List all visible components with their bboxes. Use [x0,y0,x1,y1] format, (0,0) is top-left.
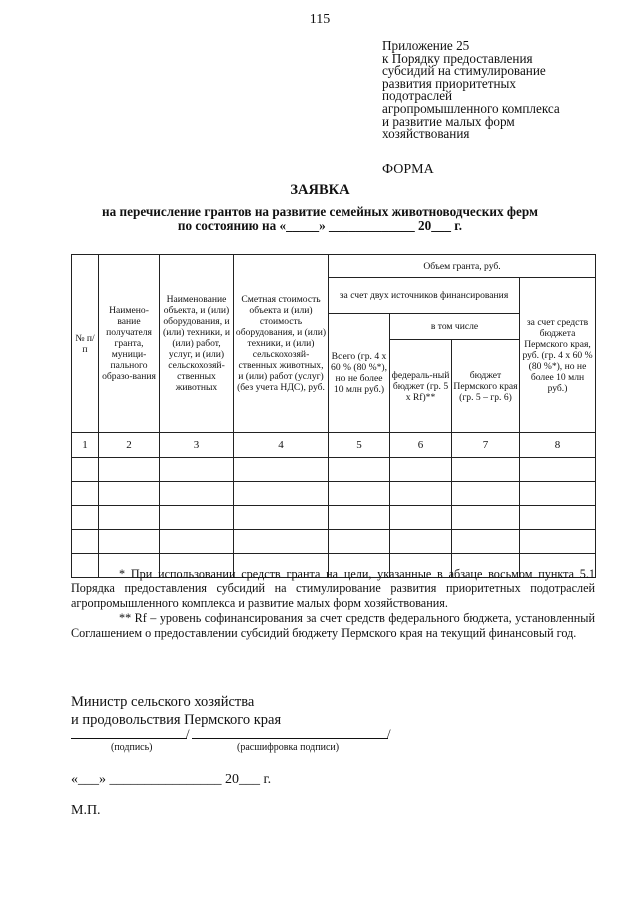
page-number: 115 [309,12,331,27]
table-cell [99,530,160,554]
table-cell [452,506,520,530]
table-cell [99,458,160,482]
header-federal: федераль-ный бюджет (гр. 5 х Rf)** [390,340,452,433]
header-perm-budget: бюджет Пермского края (гр. 5 – гр. 6) [452,340,520,433]
appendix-line: агропромышленного комплекса [382,100,560,116]
separator-slash: / [186,726,190,741]
table-cell [329,530,390,554]
header-perm-only: за счет средств бюджета Пермского края, руб. (гр. 4 х 60 % (80 %*), но не более 10 млн руб.) [520,278,596,433]
header-including: в том числе [390,314,520,340]
table-cell [390,482,452,506]
header-total: Всего (гр. 4 х 60 % (80 %*), но не более 10 млн руб.) [329,314,390,433]
signatory-line: и продовольствия Пермского края [71,712,282,728]
table-cell [160,458,234,482]
appendix-line: хозяйствования [382,126,470,142]
column-number: 6 [390,433,452,458]
form-label: ФОРМА [382,162,434,177]
table-cell [520,458,596,482]
table-cell [520,530,596,554]
header-two-sources: за счет двух источников финансирования [329,278,520,314]
document-title: ЗАЯВКА [290,182,350,198]
footnotes [71,567,595,641]
footnote-1: * При использовании средств гранта на цели, указанные в абзаце восьмом пункта 5.1 Порядка предоставления субсидий на стимулирование развития приоритетных подотраслей агропромышленного комплекса и развитие малых форм хозяйствования. [71,567,595,610]
signature-caption: (подпись) [111,742,153,753]
table-row [72,458,596,482]
column-number: 7 [452,433,520,458]
header-estimated-cost: Сметная стоимость объекта и (или) стоимость оборудования, и (или) техники, и (или) сельскохозяй-ственных животных, и (или) работ (услуг) (без учета НДС), руб. [234,255,329,433]
table-cell [99,506,160,530]
table-cell [99,482,160,506]
table-cell [234,458,329,482]
signature-date: «___» ________________ 20___ г. [71,772,272,787]
appendix-line: и развитие малых форм [382,113,515,129]
table-row [72,482,596,506]
column-number: 2 [99,433,160,458]
table-cell [390,530,452,554]
table-cell [234,506,329,530]
document-subtitle [60,205,580,232]
table-cell [160,506,234,530]
separator-slash: / [387,726,391,741]
appendix-line: субсидий на стимулирование [382,63,546,79]
header-grant-recipient: Наимено-вание получателя гранта, муници-пального образо-вания [99,255,160,433]
column-number: 1 [72,433,99,458]
subtitle-line: по состоянию на «_____» _____________ 20___ г. [177,217,463,233]
decode-caption: (расшифровка подписи) [237,742,340,753]
appendix-block [382,40,632,141]
column-number: 4 [234,433,329,458]
column-number: 3 [160,433,234,458]
table-cell [72,458,99,482]
header-object-name: Наименование объекта, и (или) оборудования, и (или) техники, и (или) работ, услуг, и (или) сельскохозяй-ственных животных [160,255,234,433]
appendix-line: подотраслей [382,88,453,104]
header-num: № п/п [72,255,99,433]
table-cell [72,530,99,554]
table-cell [452,530,520,554]
column-number: 5 [329,433,390,458]
table-cell [160,482,234,506]
signatory-title [71,693,281,729]
appendix-line: развития приоритетных [382,75,516,91]
application-table [71,254,596,578]
table-cell [390,458,452,482]
stamp-place: М.П. [71,803,101,818]
decode-line [192,738,388,739]
table-cell [234,482,329,506]
table-row [72,530,596,554]
footnote-2: ** Rf – уровень софинансирования за счет средств федерального бюджета, установленный Соглашением о предоставлении субсидий бюджету Пермского края на текущий финансовый год. [71,611,595,640]
signatory-line: Министр сельского хозяйства [71,694,255,710]
table-cell [72,506,99,530]
column-number: 8 [520,433,596,458]
table-cell [452,458,520,482]
table-cell [160,530,234,554]
table-cell [390,506,452,530]
table-row [72,506,596,530]
table-cell [452,482,520,506]
table-cell [520,506,596,530]
table-cell [329,506,390,530]
table-cell [72,482,99,506]
header-grant-volume: Объем гранта, руб. [329,255,596,278]
appendix-line: к Порядку предоставления [382,50,533,66]
table-cell [329,482,390,506]
table-cell [234,530,329,554]
subtitle-line: на перечисление грантов на развитие семейных животноводческих ферм [102,204,538,219]
table-cell [520,482,596,506]
table-cell [329,458,390,482]
signature-line [71,738,187,739]
appendix-line: Приложение 25 [382,38,470,53]
